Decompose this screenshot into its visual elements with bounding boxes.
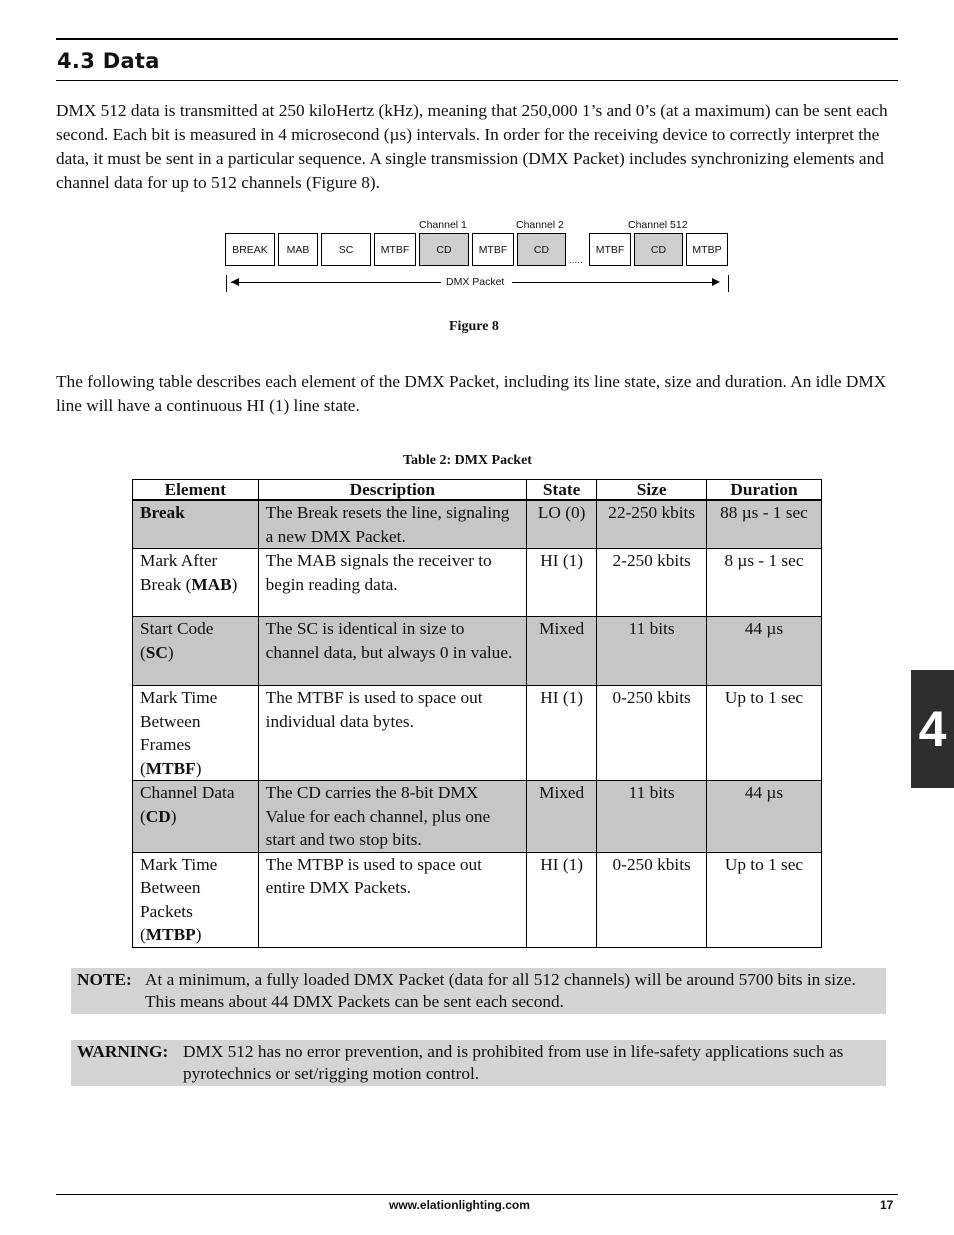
packet-bracket-right bbox=[728, 275, 729, 292]
element-abbreviation: MTBF bbox=[145, 758, 196, 778]
column-header: Duration bbox=[706, 480, 821, 501]
element-cell bbox=[133, 500, 259, 549]
warning-label: WARNING: bbox=[77, 1042, 169, 1061]
dmx-packet-table bbox=[132, 479, 822, 948]
element-suffix: ) bbox=[170, 806, 177, 826]
table-row bbox=[133, 852, 822, 947]
element-suffix: ) bbox=[195, 758, 202, 778]
table-intro-paragraph: The following table describes each element of the DMX Packet, including its line state, size and duration. An idle DMX line will have a continuous HI (1) line state. bbox=[56, 372, 887, 415]
table-row bbox=[133, 781, 822, 853]
duration-cell: 44 µs bbox=[706, 617, 821, 686]
size-cell: 2-250 kbits bbox=[597, 549, 707, 617]
size-cell: 11 bits bbox=[597, 617, 707, 686]
packet-block-sc: SC bbox=[321, 233, 371, 266]
size-cell: 22-250 kbits bbox=[597, 500, 707, 549]
element-cell bbox=[133, 686, 259, 781]
column-header: Element bbox=[133, 480, 259, 501]
channel-label: Channel 2 bbox=[516, 219, 564, 231]
description-cell: The CD carries the 8-bit DMX Value for each channel, plus one start and two stop bits. bbox=[258, 781, 526, 853]
packet-block-mtbf: MTBF bbox=[472, 233, 514, 266]
table-row bbox=[133, 617, 822, 686]
arrow-line bbox=[512, 282, 716, 283]
arrow-right-icon bbox=[712, 278, 720, 286]
size-cell: 0-250 kbits bbox=[597, 686, 707, 781]
state-cell: Mixed bbox=[527, 781, 597, 853]
page-number: 17 bbox=[880, 1198, 894, 1212]
heading-underline bbox=[56, 80, 898, 81]
element-name: Mark Time Between Packets ( bbox=[140, 854, 218, 944]
packet-block-break: BREAK bbox=[225, 233, 275, 266]
warning-text: DMX 512 has no error prevention, and is prohibited from use in life-safety applications such as pyrotechnics or set/rigging motion control. bbox=[183, 1042, 844, 1083]
packet-bracket-left bbox=[226, 275, 227, 292]
arrow-line bbox=[231, 282, 441, 283]
duration-cell: Up to 1 sec bbox=[706, 686, 821, 781]
section-heading: 4.3 Data bbox=[57, 49, 160, 73]
size-cell: 0-250 kbits bbox=[597, 852, 707, 947]
description-cell: The SC is identical in size to channel data, but always 0 in value. bbox=[258, 617, 526, 686]
description-cell: The MAB signals the receiver to begin reading data. bbox=[258, 549, 526, 617]
column-header: State bbox=[527, 480, 597, 501]
packet-block-mtbf: MTBF bbox=[589, 233, 631, 266]
column-header: Description bbox=[258, 480, 526, 501]
packet-block-cd: CD bbox=[634, 233, 683, 266]
state-cell: HI (1) bbox=[527, 549, 597, 617]
channel-label: Channel 1 bbox=[419, 219, 467, 231]
element-abbreviation: CD bbox=[145, 806, 171, 826]
description-cell: The Break resets the line, signaling a new DMX Packet. bbox=[258, 500, 526, 549]
state-cell: Mixed bbox=[527, 617, 597, 686]
element-name: Start Code ( bbox=[140, 619, 214, 662]
table-header-row bbox=[133, 480, 822, 501]
element-name: Channel Data ( bbox=[140, 783, 235, 826]
footer-url: www.elationlighting.com bbox=[389, 1198, 530, 1212]
duration-cell: 44 µs bbox=[706, 781, 821, 853]
state-cell: LO (0) bbox=[527, 500, 597, 549]
element-cell bbox=[133, 549, 259, 617]
state-cell: HI (1) bbox=[527, 686, 597, 781]
table-row bbox=[133, 686, 822, 781]
packet-block-mtbp: MTBP bbox=[686, 233, 728, 266]
packet-block-mab: MAB bbox=[278, 233, 318, 266]
figure-caption: Figure 8 bbox=[449, 319, 499, 334]
intro-paragraph: DMX 512 data is transmitted at 250 kiloHertz (kHz), meaning that 250,000 1’s and 0’s (at a maximum) can be sent each second. Each bit is measured in 4 microsecond (µs) intervals. In order for the receiving device to correctly interpret the data, it must be sent in a particular sequence. A single transmission (DMX Packet) includes synchronizing elements and channel data for up to 512 channels (Figure 8). bbox=[56, 101, 888, 192]
duration-cell: 8 µs - 1 sec bbox=[706, 549, 821, 617]
duration-cell: Up to 1 sec bbox=[706, 852, 821, 947]
element-suffix: ) bbox=[231, 574, 238, 594]
size-cell: 11 bits bbox=[597, 781, 707, 853]
element-name: Mark Time Between Frames ( bbox=[140, 688, 218, 778]
duration-cell: 88 µs - 1 sec bbox=[706, 500, 821, 549]
top-rule bbox=[56, 38, 898, 40]
packet-block-cd: CD bbox=[517, 233, 566, 266]
element-cell bbox=[133, 617, 259, 686]
element-name: Mark After Break ( bbox=[140, 551, 218, 594]
channel-label: Channel 512 bbox=[628, 219, 688, 231]
column-header: Size bbox=[597, 480, 707, 501]
element-cell bbox=[133, 781, 259, 853]
packet-block-mtbf: MTBF bbox=[374, 233, 416, 266]
description-cell: The MTBP is used to space out entire DMX Packets. bbox=[258, 852, 526, 947]
table-caption: Table 2: DMX Packet bbox=[403, 453, 532, 468]
element-abbreviation: MAB bbox=[191, 574, 232, 594]
element-cell bbox=[133, 852, 259, 947]
table-row bbox=[133, 500, 822, 549]
note-box bbox=[71, 968, 886, 1014]
table-row bbox=[133, 549, 822, 617]
chapter-tab: 4 bbox=[911, 670, 954, 788]
element-abbreviation: MTBP bbox=[145, 925, 196, 944]
packet-label: DMX Packet bbox=[446, 276, 505, 288]
element-name: Break bbox=[140, 503, 185, 522]
footer-rule bbox=[56, 1194, 898, 1195]
element-abbreviation: SC bbox=[145, 642, 168, 662]
ellipsis: ..... bbox=[569, 255, 583, 266]
packet-block-cd: CD bbox=[419, 233, 469, 266]
note-label: NOTE: bbox=[77, 970, 132, 989]
element-suffix: ) bbox=[167, 642, 174, 662]
element-suffix: ) bbox=[195, 925, 202, 944]
state-cell: HI (1) bbox=[527, 852, 597, 947]
note-text: At a minimum, a fully loaded DMX Packet (data for all 512 channels) will be around 5700 bits in size. This means about 44 DMX Packets can be sent each second. bbox=[145, 970, 856, 1011]
warning-box bbox=[71, 1040, 886, 1086]
description-cell: The MTBF is used to space out individual data bytes. bbox=[258, 686, 526, 781]
